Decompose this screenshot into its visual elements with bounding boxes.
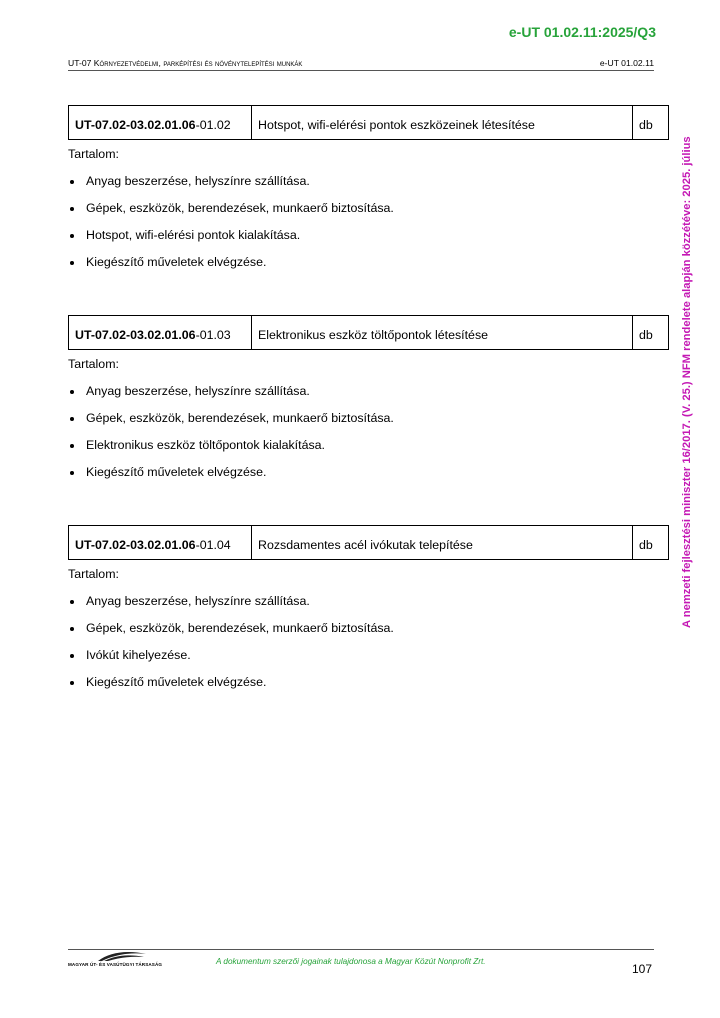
item-code-main: UT-07.02-03.02.01.06 xyxy=(75,538,196,552)
item-unit: db xyxy=(633,316,669,350)
chapter-title-rest: örnyezetvédelmi, parképítési és növénytelepítési munkák xyxy=(99,58,303,68)
content-list xyxy=(68,384,669,492)
list-item: Kiegészítő műveletek elvégzése. xyxy=(68,675,669,702)
list-item: Gépek, eszközök, berendezések, munkaerő biztosítása. xyxy=(68,621,669,648)
list-item: Anyag beszerzése, helyszínre szállítása. xyxy=(68,594,669,621)
list-item: Ivókút kihelyezése. xyxy=(68,648,669,675)
logo-swoosh-icon xyxy=(96,950,148,962)
item-code xyxy=(69,526,252,560)
page-number: 107 xyxy=(631,962,652,976)
item-code-main: UT-07.02-03.02.01.06 xyxy=(75,118,196,132)
item-unit: db xyxy=(633,106,669,140)
item-code-suffix: -01.03 xyxy=(195,328,231,342)
content-list xyxy=(68,594,669,702)
document-code: e-UT 01.02.11:2025/Q3 xyxy=(508,24,656,40)
item-code xyxy=(69,106,252,140)
work-item-table xyxy=(68,315,669,350)
copyright-notice: A dokumentum szerzői jogainak tulajdonosa a Magyar Közút Nonprofit Zrt. xyxy=(216,957,486,966)
chapter-title xyxy=(68,58,302,68)
list-item: Anyag beszerzése, helyszínre szállítása. xyxy=(68,384,669,411)
running-header xyxy=(68,58,654,71)
item-code-main: UT-07.02-03.02.01.06 xyxy=(75,328,196,342)
content-label: Tartalom: xyxy=(68,567,119,581)
document-reference: e-UT 01.02.11 xyxy=(599,58,654,68)
publication-note: A nemzeti fejlesztési miniszter 16/2017. (V. 25.) NFM rendelete alapján közzétéve: 2025. július xyxy=(681,136,693,628)
list-item: Kiegészítő műveletek elvégzése. xyxy=(68,255,669,282)
item-title: Hotspot, wifi-elérési pontok eszközeinek létesítése xyxy=(252,106,633,140)
item-unit: db xyxy=(633,526,669,560)
list-item: Anyag beszerzése, helyszínre szállítása. xyxy=(68,174,669,201)
list-item: Hotspot, wifi-elérési pontok kialakítása. xyxy=(68,228,669,255)
content-label: Tartalom: xyxy=(68,357,119,371)
work-item-section xyxy=(68,105,669,282)
list-item: Elektronikus eszköz töltőpontok kialakítása. xyxy=(68,438,669,465)
work-item-table xyxy=(68,105,669,140)
logo-text: MAGYAR ÚT- ÉS VASÚTÜGYI TÁRSASÁG xyxy=(68,962,163,967)
work-item-table xyxy=(68,525,669,560)
company-logo xyxy=(68,950,168,970)
content-list xyxy=(68,174,669,282)
chapter-title-prefix: UT-07 K xyxy=(68,58,100,68)
item-code xyxy=(69,316,252,350)
item-title: Rozsdamentes acél ivókutak telepítése xyxy=(252,526,633,560)
work-item-section xyxy=(68,525,669,702)
content-label: Tartalom: xyxy=(68,147,119,161)
list-item: Gépek, eszközök, berendezések, munkaerő biztosítása. xyxy=(68,411,669,438)
list-item: Gépek, eszközök, berendezések, munkaerő biztosítása. xyxy=(68,201,669,228)
item-code-suffix: -01.02 xyxy=(195,118,231,132)
item-code-suffix: -01.04 xyxy=(195,538,231,552)
list-item: Kiegészítő műveletek elvégzése. xyxy=(68,465,669,492)
work-item-section xyxy=(68,315,669,492)
item-title: Elektronikus eszköz töltőpontok létesítése xyxy=(252,316,633,350)
